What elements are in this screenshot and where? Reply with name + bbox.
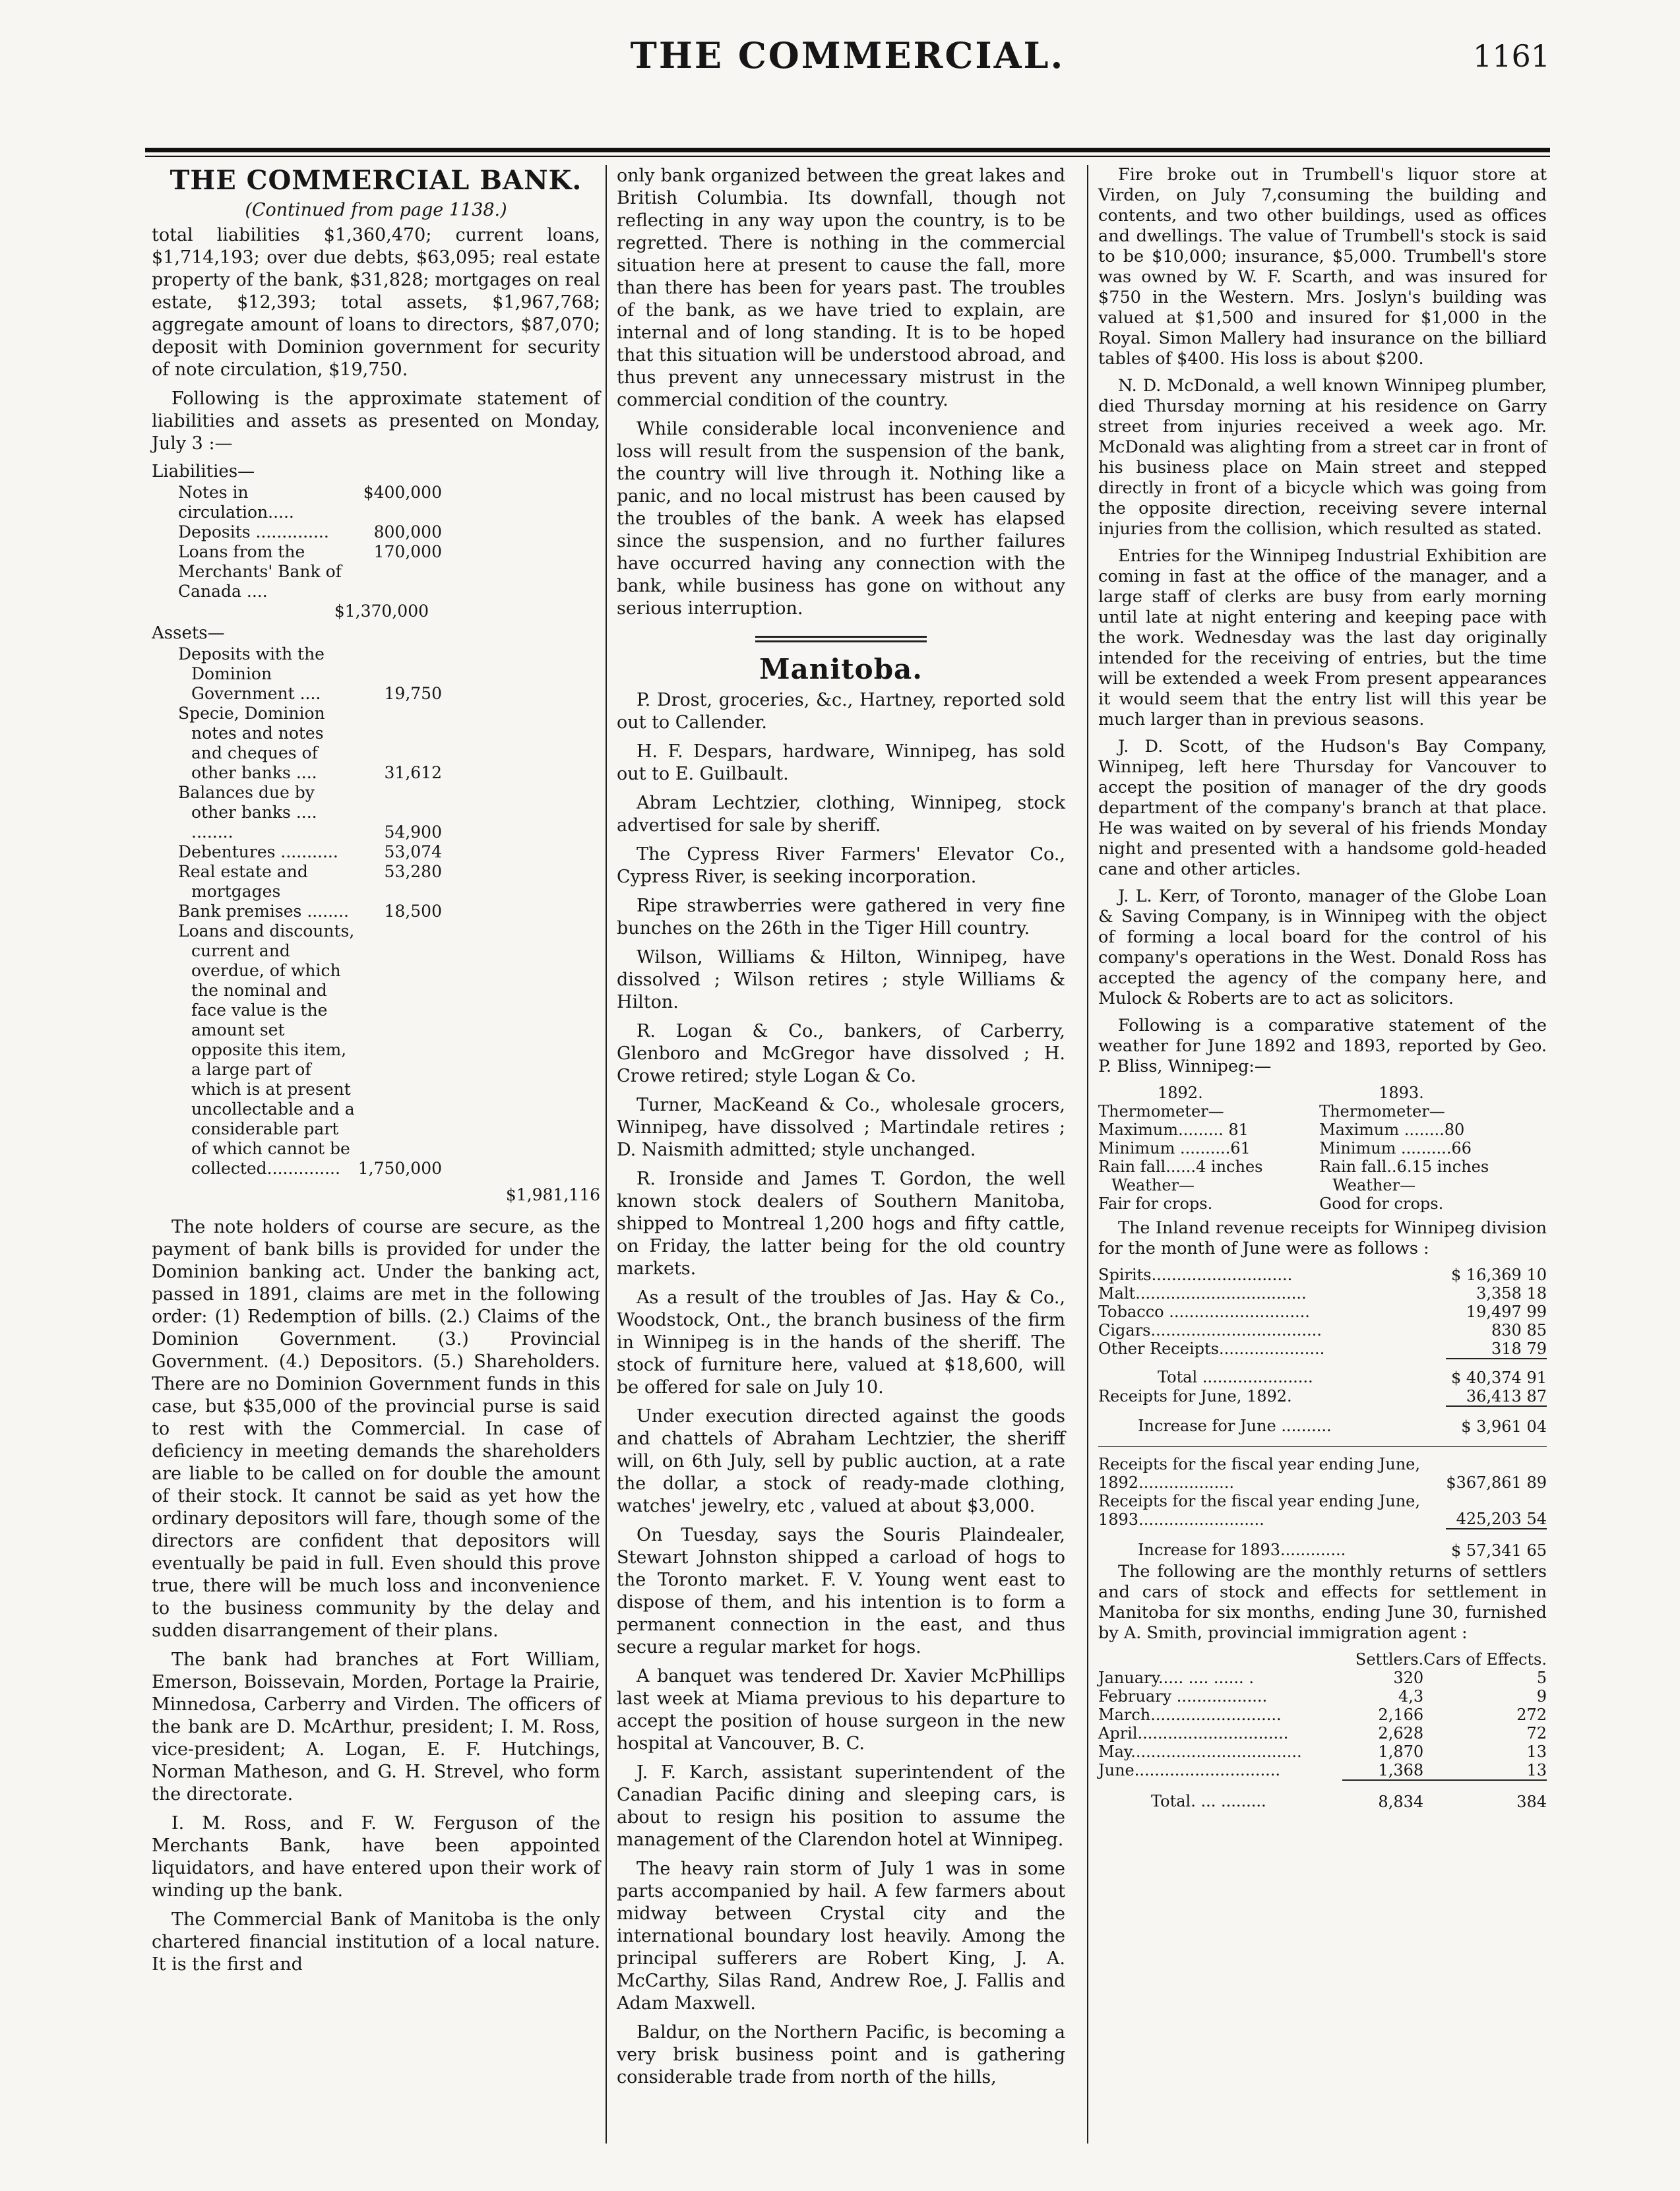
table-row: Rain fall......4 inches Rain fall..6.15 inches (1098, 1157, 1489, 1176)
news-item: Ripe strawberries were gathered in very fine bunches on the 26th in the Tiger Hill country. (617, 896, 1065, 939)
table-row: Thermometer— Thermometer— (1098, 1102, 1445, 1121)
table-row: June............................. 1,368 13 (1098, 1761, 1547, 1779)
table-row: Deposits .............. 800,000 (178, 522, 442, 541)
news-item: R. Ironside and James T. Gordon, the well known stock dealers of Southern Manitoba, shipped to Montreal 1,200 hogs and fifty cattle, on Friday, the latter being for the old country markets. (617, 1169, 1065, 1279)
table-row: Loans and discounts, current and overdue, of which the nominal and face value is the amount set opposite this item, a large part of which is at present uncollectable and a considerable part of which cannot be collected.............. 1,750,000 (178, 921, 442, 1178)
paragraph: The Inland revenue receipts for Winnipeg division for the month of June were as follows : (1098, 1218, 1547, 1258)
news-item: H. F. Despars, hardware, Winnipeg, has sold out to E. Guilbault. (617, 741, 1065, 784)
paragraph: The following are the monthly returns of settlers and cars of stock and effects for settlement in Manitoba for six months, ending June 30, furnished by A. Smith, provincial immigration agent : (1098, 1562, 1547, 1643)
table-row: Loans from the Merchants' Bank of Canada .... 170,000 (178, 542, 442, 601)
table-header-row: Settlers. Cars of Effects. (1355, 1650, 1547, 1669)
table-row: Balances due by other banks .... ........ 54,900 (178, 783, 442, 842)
page-header (145, 21, 1550, 113)
table-row: Minimum ..........61 Minimum ..........66 (1098, 1139, 1472, 1157)
table-row: Real estate and mortgages 53,280 (178, 862, 442, 901)
table-row: Total ...................... $ 40,374 91 (1098, 1359, 1547, 1387)
news-item: Wilson, Williams & Hilton, Winnipeg, have dissolved ; Wilson retires ; style Williams & Hilton. (617, 947, 1065, 1012)
column-2 (617, 165, 1065, 2095)
table-row: May.................................. 1,870 13 (1098, 1743, 1547, 1761)
news-item: Following is a comparative statement of the weather for June 1892 and 1893, reported by Geo. P. Bliss, Winnipeg:— (1098, 1016, 1547, 1076)
table-row: Tobacco ............................ 19,497 99 (1098, 1303, 1547, 1321)
table-row: Other Receipts..................... 318 79 (1098, 1340, 1547, 1358)
assets-label: Assets— (152, 623, 225, 643)
assets-table (178, 644, 442, 1179)
table-row: Notes in circulation..... $400,000 (178, 483, 442, 522)
table-row: Increase for 1893............. $ 57,341 65 (1098, 1529, 1547, 1562)
table-row: Increase for June .......... $ 3,961 04 (1098, 1406, 1547, 1447)
paragraph: While considerable local inconvenience and loss will result from the suspension of the bank, the country will live through it. Nothing like a panic, and no local mistrust has been caused by the troubles of the bank. A week has elapsed since the suspension, and no further failures have occurred having any connection with the bank, while business has gone on without any serious interruption. (617, 419, 1065, 619)
table-row: 1892. 1893. (1158, 1084, 1424, 1102)
table-row: Deposits with the Dominion Government .... 19,750 (178, 644, 442, 703)
masthead: THE COMMERCIAL. (630, 34, 1065, 77)
table-row: Receipts for June, 1892. 36,413 87 (1098, 1387, 1547, 1405)
paragraph: The Commercial Bank of Manitoba is the only chartered financial institution of a local nature. It is the first and (152, 1909, 600, 1975)
column-1 (152, 165, 600, 1983)
table-row: January..... .... ...... . 320 5 (1098, 1669, 1547, 1687)
news-item: J. D. Scott, of the Hudson's Bay Company, Winnipeg, left here Thursday for Vancouver to accept the position of manager of the dry goods department of the company's branch at that place. He was waited on by several of his friends Monday night and presented with a handsome gold-headed cane and other articles. (1098, 737, 1547, 879)
column-divider (606, 165, 607, 2144)
news-item: The Cypress River Farmers' Elevator Co., Cypress River, is seeking incorporation. (617, 844, 1065, 887)
section-separator (755, 636, 927, 642)
section-title: Manitoba. (759, 653, 923, 685)
liabilities-label: Liabilities— (152, 462, 255, 481)
news-item: On Tuesday, says the Souris Plaindealer, Stewart Johnston shipped a carload of hogs to the Toronto market. F. V. Young went east to dispose of them, and his intention is to form a permanent connection in the east, and thus secure a regular market for hogs. (617, 1525, 1065, 1657)
revenue-table (1098, 1266, 1547, 1562)
header-rule-thin (145, 156, 1550, 157)
news-item: As a result of the troubles of Jas. Hay & Co., Woodstock, Ont., the branch business of the firm in Winnipeg is in the hands of the sheriff. The stock of furniture here, valued at $18,600, will be offered for sale on July 10. (617, 1287, 1065, 1398)
settlers-table (1098, 1650, 1547, 1811)
paragraph: total liabilities $1,360,470; current loans, $1,714,193; over due debts, $63,095; real estate property of the bank, $31,828; mortgages on real estate, $12,393; total assets, $1,967,768; aggregate amount of loans to directors, $87,070; deposit with Dominion government for security of note circulation, $19,750. (152, 225, 600, 380)
column-divider (1087, 165, 1088, 2144)
news-item: A banquet was tendered Dr. Xavier McPhillips last week at Miama previous to his departure to accept the position of house surgeon in the new hospital at Vancouver, B. C. (617, 1666, 1065, 1754)
news-item: Baldur, on the Northern Pacific, is becoming a very brisk business point and is gathering considerable trade from north of the hills, (617, 2022, 1065, 2087)
news-item: Under execution directed against the goods and chattels of Abraham Lechtzier, the sheriff will, on 6th July, sell by public auction, at a rate the dollar, a stock of ready-made clothing, watches' jewelry, etc , valued at about $3,000. (617, 1406, 1065, 1516)
news-item: J. L. Kerr, of Toronto, manager of the Globe Loan & Saving Company, is in Winnipeg with the object of forming a local board for the control of his company's operations in the West. Donald Ross has accepted the agency of the company here, and Mulock & Roberts are to act as solicitors. (1098, 886, 1547, 1008)
page-number: 1161 (1472, 38, 1550, 74)
article-title: THE COMMERCIAL BANK. (170, 165, 582, 196)
table-row: April.............................. 2,628 72 (1098, 1724, 1547, 1743)
table-total-row: Total. ... ......... 8,834 384 (1098, 1780, 1547, 1811)
news-item: Turner, MacKeand & Co., wholesale grocers, Winnipeg, have dissolved ; Martindale retires ; D. Naismith admitted; style unchanged. (617, 1095, 1065, 1160)
news-item: P. Drost, groceries, &c., Hartney, reported sold out to Callender. (617, 690, 1065, 733)
paragraph: Following is the approximate statement of liabilities and assets as presented on Monday, July 3 :— (152, 388, 600, 454)
column-3 (1098, 165, 1547, 1811)
table-row: Weather— Weather— (1111, 1176, 1416, 1194)
table-row: Specie, Dominion notes and notes and cheques of other banks .... 31,612 (178, 704, 442, 782)
table-row: March.......................... 2,166 272 (1098, 1706, 1547, 1724)
news-item: R. Logan & Co., bankers, of Carberry, Glenboro and McGregor have dissolved ; H. Crowe retired; style Logan & Co. (617, 1021, 1065, 1086)
table-row: Receipts for the fiscal year ending June, 1893......................... 425,203 54 (1098, 1492, 1547, 1529)
table-row: Spirits............................ $ 16,369 10 (1098, 1266, 1547, 1284)
assets-total: $1,981,116 (505, 1185, 600, 1204)
table-row: Receipts for the fiscal year ending June, 1892................... $367,861 89 (1098, 1447, 1547, 1493)
paragraph: The note holders of course are secure, as the payment of bank bills is provided for under the Dominion banking act. Under the banking act, passed in 1891, claims are met in the following order: (1) Redemption of bills. (2.) Claims of the Dominion Government. (3.) Provincial Government. (4.) Depositors. (5.) Shareholders. There are no Dominion Government funds in this case, but $35,000 of the provincial purse is said to rest with the Commercial. In case of deficiency in meeting demands the shareholders are liable to be called on for double the amount of their stock. It cannot be said as yet how the ordinary depositors will fare, though some of the directors are confident that depositors will eventually be paid in full. Even should this prove true, there will be much loss and inconvenience to the business community by the delay and sudden disarrangement of their plans. (152, 1217, 600, 1641)
news-item: Abram Lechtzier, clothing, Winnipeg, stock advertised for sale by sheriff. (617, 793, 1065, 836)
continued-note: (Continued from page 1138.) (245, 200, 507, 220)
news-item: The heavy rain storm of July 1 was in some parts accompanied by hail. A few farmers about midway between Crystal city and the international boundary lost heavily. Among the principal sufferers are Robert King, J. A. McCarthy, Silas Rand, Andrew Roe, J. Fallis and Adam Maxwell. (617, 1859, 1065, 2014)
table-row: Maximum......... 81 Maximum ........80 (1098, 1121, 1465, 1139)
paragraph: The bank had branches at Fort William, Emerson, Boissevain, Morden, Portage la Prairie, Minnedosa, Carberry and Virden. The officers of the bank are D. McArthur, president; I. M. Ross, vice-president; A. Logan, E. F. Hutchings, Norman Matheson, and G. H. Strevel, who form the directorate. (152, 1650, 600, 1805)
news-item: Fire broke out in Trumbell's liquor store at Virden, on July 7,consuming the building and contents, and two other buildings, used as offices and dwellings. The value of Trumbell's stock is said to be $10,000; insurance, $5,000. Trumbell's store was owned by W. F. Scarth, and was insured for $750 in the Western. Mrs. Joslyn's building was valued at $1,500 and insured for $1,000 in the Royal. Simon Mallery had insurance on the billiard tables of $400. His loss is about $200. (1098, 165, 1547, 369)
news-item: J. F. Karch, assistant superintendent of the Canadian Pacific dining and sleeping cars, is about to resign his position to assume the management of the Clarendon hotel at Winnipeg. (617, 1762, 1065, 1850)
table-row: Cigars.................................. 830 85 (1098, 1321, 1547, 1340)
liabilities-table (178, 483, 442, 602)
table-row: Malt.................................. 3,358 18 (1098, 1284, 1547, 1303)
liabilities-total: $1,370,000 (334, 602, 429, 621)
paragraph: I. M. Ross, and F. W. Ferguson of the Merchants Bank, have been appointed liquidators, and have entered upon their work of winding up the bank. (152, 1813, 600, 1901)
table-row: Bank premises ........ 18,500 (178, 902, 442, 921)
paragraph: only bank organized between the great lakes and British Columbia. Its downfall, though not reflecting in any way upon the country, is to be regretted. There is nothing in the commercial situation here at present to cause the fall, more than there has been for years past. The troubles of the bank, as we have tried to explain, are internal and of long standing. It is to be hoped that this situation will be understood abroad, and thus prevent any unnecessary mistrust in the commercial condition of the country. (617, 166, 1065, 410)
table-row: Debentures ........... 53,074 (178, 842, 442, 861)
header-rule (145, 148, 1550, 152)
weather-table (1098, 1084, 1547, 1213)
news-item: Entries for the Winnipeg Industrial Exhibition are coming in fast at the office of the manager, and a large staff of clerks are busy from early morning until late at night entering and keeping pace with the work. Wednesday was the last day originally intended for the receiving of entries, but the time will be extended a week From present appearances it would seem that the entry list will this year be much larger than in previous seasons. (1098, 546, 1547, 729)
table-row: February .................. 4,3 9 (1098, 1687, 1547, 1706)
news-item: N. D. McDonald, a well known Winnipeg plumber, died Thursday morning at his residence on Garry street from injuries received a week ago. Mr. McDonald was alighting from a street car in front of his business place on Main street and stepped directly in front of a bicycle which was going from the opposite direction, receiving severe internal injuries from the collision, which resulted as stated. (1098, 376, 1547, 539)
table-row: Fair for crops. Good for crops. (1098, 1194, 1444, 1213)
